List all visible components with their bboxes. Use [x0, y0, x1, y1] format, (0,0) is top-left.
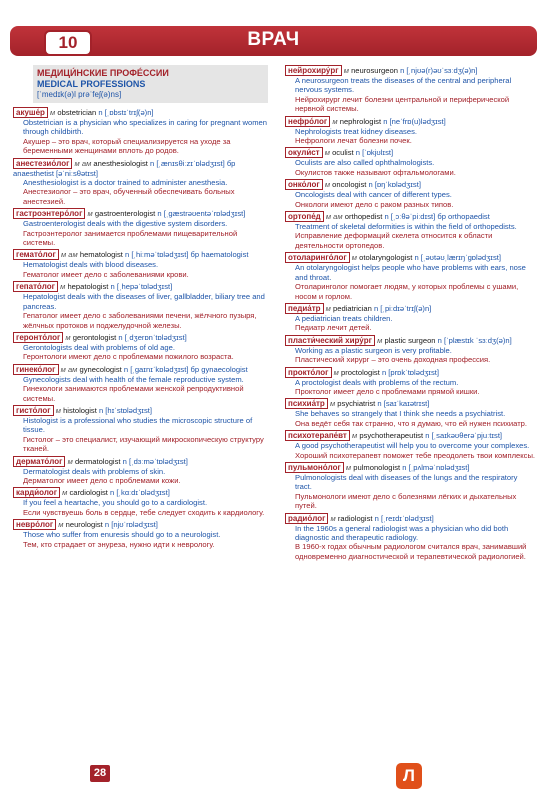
dictionary-entry	[13, 487, 268, 517]
section-transcription: [ˈmedɪk(ə)l prəˈfeʃ(ə)ns]	[37, 90, 122, 99]
english-term: anesthesiologist	[93, 158, 148, 168]
pronunciation: n [ˌəʊtəʊˌlærɪŋˈgɒlədʒɪst]	[414, 253, 502, 263]
publisher-logo: Л	[396, 763, 422, 789]
russian-example: Окулистов также называют офтальмологами.	[295, 167, 456, 177]
english-example: Dermatologist deals with problems of skin.	[23, 466, 166, 476]
english-example: Anesthesiologist is a doctor trained to administer anesthesia.	[23, 178, 228, 188]
dictionary-entry	[285, 430, 535, 460]
dictionary-entry	[13, 158, 268, 207]
english-example: Working as a plastic surgeon is very profitable.	[295, 345, 452, 355]
section-heading	[33, 65, 268, 103]
english-term: psychiatrist	[337, 399, 376, 409]
chapter-title: ВРАЧ	[247, 29, 300, 50]
russian-example: Онкологи имеют дело с раком разных типов.	[295, 199, 454, 209]
dictionary-entry	[285, 65, 535, 114]
headword: гинеко́лог	[13, 364, 59, 375]
headword: психотерапе́вт	[285, 430, 350, 441]
pronunciation: n [ˈɒkjʊlɪst]	[355, 148, 394, 158]
pronunciation: n [saɪˈkaɪətrɪst]	[377, 399, 430, 409]
headword: акуше́р	[13, 107, 48, 118]
pronunciation: n [ˌhiːməˈtɒlədʒɪst] бр haematologist	[125, 250, 249, 260]
part-of-speech: м	[343, 66, 349, 75]
english-example: Oncologists deal with cancer of different types.	[295, 190, 452, 200]
part-of-speech: м ам	[325, 212, 343, 222]
pronunciation: n [ˌɔːθəˈpiːdɪst] бр orthopaedist	[384, 212, 490, 222]
dictionary-entry	[13, 405, 268, 454]
pronunciation: n [ˌdʒerɒnˈtɒlədʒɪst]	[118, 332, 187, 342]
part-of-speech: м	[58, 520, 64, 530]
headword: окули́ст	[285, 147, 323, 158]
russian-example: Тем, кто страдает от энуреза, нужно идти к неврологу.	[23, 539, 215, 549]
english-term: pediatrician	[333, 303, 372, 313]
headword: геронто́лог	[13, 332, 63, 343]
part-of-speech: м	[345, 462, 352, 472]
dictionary-entry	[285, 116, 535, 146]
pronunciation: n [ˌsaɪkəʊθerəˈpjuːtɪst]	[425, 431, 503, 441]
russian-example: Педиатр лечит детей.	[295, 323, 372, 333]
part-of-speech: м	[62, 488, 68, 498]
dictionary-entry	[13, 281, 268, 330]
pronunciation: n [ˌdɜːməˈtɒlədʒɪst]	[122, 456, 188, 466]
russian-example: Проктолог имеет дело с проблемами прямой кишки.	[295, 386, 480, 396]
english-term: cardiologist	[69, 488, 108, 498]
part-of-speech: м ам	[60, 364, 78, 374]
english-example: A neurosurgeon treats the diseases of the central and peripheral nervous systems.	[295, 76, 512, 95]
part-of-speech: м	[324, 148, 330, 158]
russian-example: Она ведёт себя так странно, что я думаю, что ей нужен психиатр.	[295, 418, 528, 428]
pronunciation: n [ˌænɪsθiːzɪˈɒlədʒɪst] бр anaesthetist [əˈniːsθətɪst]	[13, 158, 236, 178]
english-example: Obstetrician is a physician who specializes in caring for pregnant women through childbirth.	[23, 118, 267, 137]
english-example: Nephrologists treat kidney diseases.	[295, 126, 417, 136]
english-example: Pulmonologists deal with diseases of the lungs and the respiratory tract.	[295, 472, 518, 492]
dictionary-entry	[285, 398, 535, 428]
chapter-number: 10	[44, 30, 92, 56]
part-of-speech: м	[87, 209, 93, 219]
dictionary-entry	[285, 179, 535, 209]
russian-example: Геронтологи имеют дело с проблемами пожилого возраста.	[23, 352, 234, 362]
english-term: plastic surgeon	[384, 335, 436, 345]
english-example: Gynecologists deal with health of the female reproductive system.	[23, 374, 244, 384]
dictionary-entry	[13, 249, 268, 279]
section-title-ru: МЕДИЦИ́НСКИЕ ПРОФЕ́ССИИ	[37, 68, 169, 78]
dictionary-entry	[285, 303, 535, 333]
english-term: radiologist	[337, 513, 373, 523]
dictionary-entry	[13, 456, 268, 486]
part-of-speech: м	[60, 282, 66, 292]
page-number: 28	[90, 765, 110, 782]
pronunciation: n [ˌgæstrəʊentəˈrɒlədʒɪst]	[157, 209, 246, 219]
russian-example: Дерматолог имеет дело с проблемами кожи.	[23, 475, 181, 485]
pronunciation: n [ˌnjʊə(r)əʊˈsɜːdʒ(ə)n]	[400, 66, 478, 75]
english-example: A good psychotherapeutist will help you to overcome your complexes.	[295, 441, 530, 451]
english-example: A proctologist deals with problems of the rectum.	[295, 377, 459, 387]
english-term: dermatologist	[74, 456, 121, 466]
headword: прокто́лог	[285, 367, 332, 378]
english-term: oculist	[332, 148, 354, 158]
pronunciation: n [ˌkɑːdɪˈɒlədʒɪst]	[110, 488, 170, 498]
russian-example: Гистолог – это специалист, изучающий микроскопическую структуру тканей.	[23, 434, 264, 454]
chapter-header	[10, 26, 537, 56]
part-of-speech: м	[50, 108, 56, 117]
dictionary-entry	[13, 107, 268, 156]
english-example: Gastroenterologist deals with the digestive system disorders.	[23, 219, 228, 229]
part-of-speech: м	[333, 367, 339, 377]
part-of-speech: м	[332, 116, 338, 126]
part-of-speech: м	[351, 253, 358, 263]
english-term: pulmonologist	[353, 462, 401, 472]
russian-example: Гинекологи занимаются проблемами женской репродуктивной системы.	[23, 384, 244, 403]
russian-example: Исправление деформаций скелета относится к области деятельности ортопедов.	[295, 231, 493, 250]
part-of-speech: м	[377, 335, 383, 345]
dictionary-entry	[285, 252, 535, 301]
dictionary-entry	[13, 208, 268, 247]
pronunciation: n [ˈplæstɪk ˈsɜːdʒ(ə)n]	[437, 335, 512, 345]
english-term: hepatologist	[67, 282, 109, 292]
pronunciation: n [neˈfrɒ(u)lədʒɪst]	[383, 116, 446, 126]
dictionary-entry	[285, 367, 535, 397]
dictionary-entry	[13, 364, 268, 403]
english-term: gynecologist	[79, 364, 122, 374]
part-of-speech: м	[67, 456, 73, 466]
part-of-speech: м	[324, 180, 331, 190]
headword: психиа́тр	[285, 398, 328, 409]
pronunciation: n [ˌpiːdɪəˈtrɪʃ(ə)n]	[373, 303, 432, 313]
headword: онко́лог	[285, 179, 323, 190]
pronunciation: n [njʊˈrɒlədʒɪst]	[104, 520, 158, 530]
pronunciation: n [ˌreɪdɪˈɒlədʒɪst]	[374, 513, 434, 523]
pronunciation: n [ˌhepəˈtɒlədʒɪst]	[110, 282, 173, 292]
russian-example: Хороший психотерапевт поможет тебе преодолеть твои комплексы.	[295, 450, 536, 460]
headword: гастроэнтеро́лог	[13, 208, 85, 219]
pronunciation: n [prɒkˈtɒlədʒɪst]	[381, 367, 440, 377]
part-of-speech: м	[55, 405, 61, 415]
english-term: hematologist	[79, 250, 123, 260]
right-entries	[285, 65, 535, 561]
headword: педиа́тр	[285, 303, 324, 314]
part-of-speech: м	[65, 332, 71, 342]
english-example: Treatment of skeletal deformities is within the field of orthopedists.	[295, 222, 517, 232]
headword: нефро́лог	[285, 116, 330, 127]
headword: карди́олог	[13, 487, 60, 498]
russian-example: Нейрохирург лечит болезни центральной и периферической нервной системы.	[295, 94, 510, 114]
english-example: A pediatrician treats children.	[295, 313, 393, 323]
english-example: In the 1960s a general radiologist was a physician who did both diagnostic and therapeutic radiology.	[295, 523, 509, 542]
russian-example: Если чувствуешь боль в сердце, тебе следует сходить к кардиологу.	[23, 507, 265, 517]
russian-example: Пластический хирург – это очень доходная профессия.	[295, 355, 491, 365]
headword: невро́лог	[13, 519, 56, 530]
part-of-speech: м ам	[60, 250, 78, 260]
headword: гемато́лог	[13, 249, 59, 260]
english-example: Those who suffer from enuresis should go to a neurologist.	[23, 530, 221, 540]
right-column	[285, 65, 535, 563]
russian-example: Гепатолог имеет дело с заболеваниями печени, жёлчного пузыря, жёлчных протоков и поджелудочной железы.	[23, 311, 257, 330]
part-of-speech: м	[351, 431, 358, 441]
headword: дермато́лог	[13, 456, 65, 467]
part-of-speech: м	[329, 399, 336, 409]
headword: ортопе́д	[285, 211, 324, 222]
part-of-speech: м	[330, 513, 336, 523]
english-example: Hematologist deals with blood diseases.	[23, 260, 159, 270]
russian-example: Отоларинголог помогает людям, у которых проблемы с ушами, носом и горлом.	[295, 282, 519, 301]
dictionary-entry	[285, 462, 535, 511]
headword: пласти́ческий хиру́рг	[285, 335, 375, 346]
english-example: Histologist is a professional who studies the microscopic structure of tissue.	[23, 415, 253, 435]
headword: нейрохиру́рг	[285, 65, 342, 76]
english-term: proctologist	[340, 367, 380, 377]
russian-example: Пульмонологи имеют дело с болезнями лёгких и дыхательных путей.	[295, 491, 517, 511]
section-title-en: MEDICAL PROFESSIONS	[37, 79, 146, 89]
english-term: gerontologist	[72, 332, 117, 342]
english-term: histologist	[63, 405, 97, 415]
headword: гепато́лог	[13, 281, 58, 292]
dictionary-entry	[285, 147, 535, 177]
pronunciation: n [ɒŋˈkɒlədʒɪst]	[368, 180, 421, 190]
english-term: otolaryngologist	[359, 253, 413, 263]
english-example: An otolaryngologist helps people who have problems with ears, nose and throat.	[295, 263, 526, 282]
english-term: obstetrician	[57, 108, 97, 117]
part-of-speech: м	[325, 303, 331, 313]
headword: гисто́лог	[13, 405, 54, 416]
english-term: gastroenterologist	[94, 209, 156, 219]
russian-example: В 1960-х годах обычным радиологом считался врач, занимавший одновременно диагностической и терапевтической радиологией.	[295, 542, 527, 561]
english-example: Gerontologists deal with problems of old age.	[23, 342, 175, 352]
english-term: oncologist	[332, 180, 367, 190]
pronunciation: n [hɪˈstɒlədʒɪst]	[98, 405, 152, 415]
english-term: psychotherapeutist	[359, 431, 424, 441]
english-term: neurologist	[65, 520, 103, 530]
left-entries	[13, 107, 268, 549]
english-example: She behaves so strangely that I think she needs a psychiatrist.	[295, 409, 506, 419]
english-example: Hepatologist deals with the diseases of liver, gallbladder, biliary tree and pancreas.	[23, 292, 265, 311]
left-column	[13, 65, 268, 551]
dictionary-entry	[285, 335, 535, 365]
headword: анестезио́лог	[13, 158, 72, 169]
dictionary-entry	[285, 513, 535, 562]
russian-example: Гастроэнтеролог занимается проблемами пищеварительной системы.	[23, 228, 238, 248]
headword: радио́лог	[285, 513, 328, 524]
russian-example: Гематолог имеет дело с заболеваниями крови.	[23, 269, 189, 279]
english-term: nephrologist	[339, 116, 382, 126]
russian-example: Акушер – это врач, который специализируется на уходе за беременными женщинами вплоть до родов.	[23, 136, 231, 156]
pronunciation: n [ˌgaɪnɪˈkɒlədʒɪst] бр gynaecologist	[123, 364, 248, 374]
dictionary-entry	[13, 332, 268, 362]
english-term: neurosurgeon	[351, 66, 398, 75]
part-of-speech: м ам	[74, 158, 92, 168]
dictionary-entry	[13, 519, 268, 549]
russian-example: Нефрологи лечат болезни почек.	[295, 136, 412, 146]
english-term: orthopedist	[344, 212, 383, 222]
russian-example: Анестезиолог – это врач, обученный обеспечивать больных анестезией.	[23, 187, 235, 206]
headword: отоларинго́лог	[285, 252, 350, 263]
pronunciation: n [ˌpʌlməˈnɒlədʒɪst]	[402, 462, 470, 472]
dictionary-entry	[285, 211, 535, 250]
headword: пульмоно́лог	[285, 462, 344, 473]
english-example: If you feel a heartache, you should go to a cardiologist.	[23, 498, 208, 508]
pronunciation: n [ˌɒbstɪˈtrɪʃ(ə)n]	[98, 108, 154, 117]
english-example: Oculists are also called ophthalmologists.	[295, 158, 435, 168]
